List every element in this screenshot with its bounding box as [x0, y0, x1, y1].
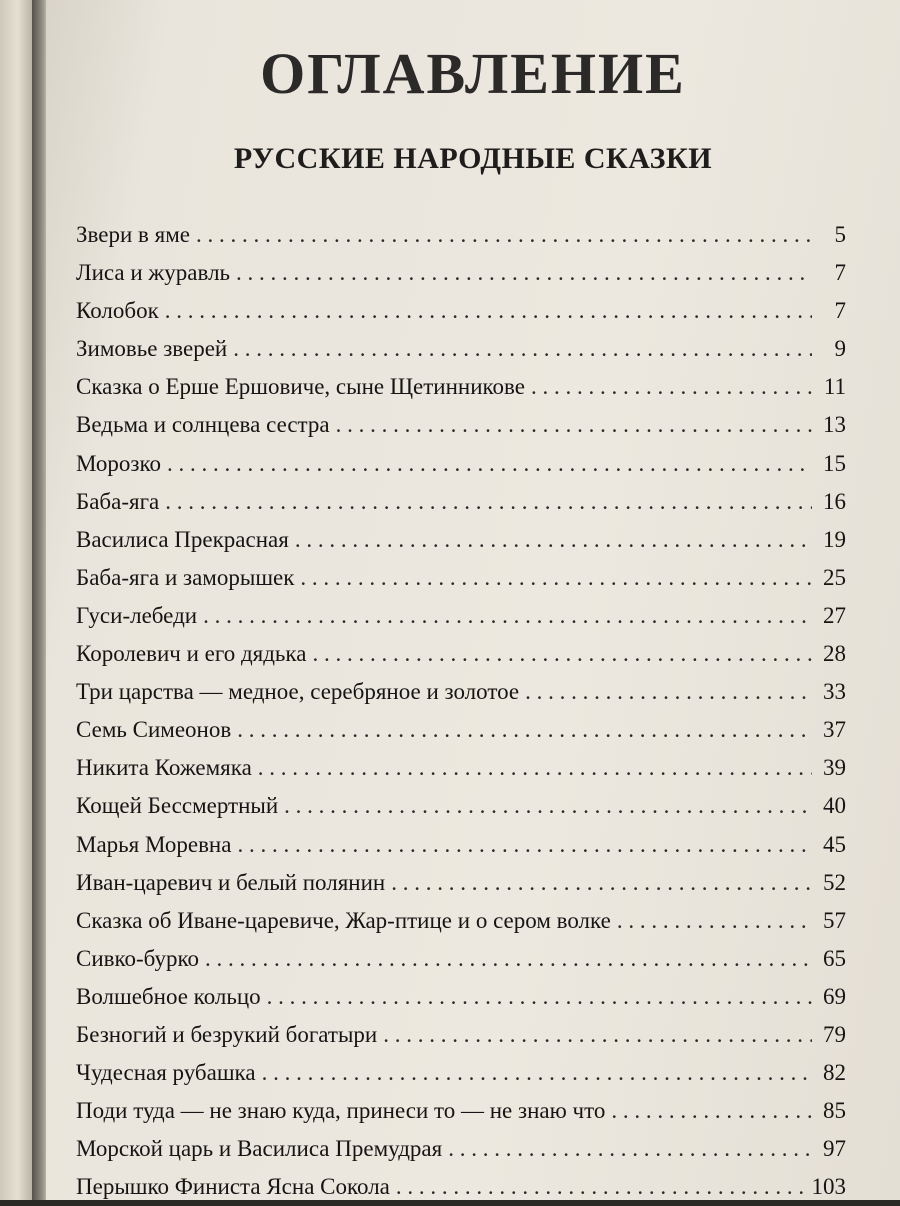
toc-entry-page-number: 7 — [834, 260, 846, 286]
toc-entry-title: Три царства — медное, серебряное и золотое — [76, 679, 520, 705]
dot-leader — [258, 749, 812, 787]
toc-entry-title: Кощей Бессмертный — [76, 793, 279, 819]
toc-entry-page-number: 7 — [834, 298, 846, 324]
dot-leader — [396, 1168, 806, 1206]
toc-entry-page-number: 13 — [823, 412, 846, 438]
toc-entry-page-number: 103 — [811, 1174, 846, 1200]
toc-entry — [76, 445, 846, 483]
toc-entry-page-number: 33 — [823, 679, 846, 705]
toc-entry — [76, 254, 846, 292]
dot-leader — [284, 787, 812, 825]
toc-entry-title: Сказка об Иване-царевиче, Жар-птице и о сером волке — [76, 907, 611, 933]
toc-entry-page-number: 19 — [823, 526, 846, 552]
toc-entry-page-number: 28 — [823, 641, 846, 667]
dot-leader — [383, 1016, 812, 1054]
toc-entry-page-number: 16 — [823, 488, 846, 514]
toc-entry — [76, 597, 846, 635]
dot-leader — [611, 1092, 812, 1130]
page-title: ОГЛАВЛЕНИЕ — [260, 41, 686, 106]
toc-entry — [76, 1130, 846, 1168]
toc-entry-title: Волшебное кольцо — [76, 983, 261, 1009]
toc-entry-title: Ведьма и солнцева сестра — [76, 412, 330, 438]
toc-entry-page-number: 27 — [823, 602, 846, 628]
toc-entry-page-number: 9 — [834, 336, 846, 362]
toc-entry-title: Королевич и его дядька — [76, 641, 307, 667]
toc-entry-title: Иван-царевич и белый полянин — [76, 869, 386, 895]
toc-entry — [76, 787, 846, 825]
toc-entry — [76, 864, 846, 902]
dot-leader — [236, 254, 812, 292]
dot-leader — [531, 368, 812, 406]
toc-entry-title: Зимовье зверей — [76, 336, 228, 362]
toc-entry-title: Семь Симеонов — [76, 717, 232, 743]
toc-entry-title: Сивко-бурко — [76, 945, 200, 971]
toc-entry-page-number: 25 — [823, 564, 846, 590]
dot-leader — [237, 826, 812, 864]
dot-leader — [205, 940, 812, 978]
toc-entry-title: Лиса и журавль — [76, 260, 231, 286]
toc-entry — [76, 483, 846, 521]
toc-entry — [76, 711, 846, 749]
toc-entry — [76, 292, 846, 330]
toc-entry — [76, 826, 846, 864]
toc-entry-title: Василиса Прекрасная — [76, 526, 289, 552]
dot-leader — [167, 445, 812, 483]
toc-entry-title: Звери в яме — [76, 222, 190, 247]
dot-leader — [448, 1130, 812, 1168]
toc-entry-title: Никита Кожемяка — [76, 755, 252, 781]
toc-entry-page-number: 65 — [823, 945, 846, 971]
toc-entry — [76, 749, 846, 787]
toc-entry-page-number: 82 — [823, 1060, 846, 1086]
dot-leader — [233, 330, 812, 368]
toc-entry-title: Чудесная рубашка — [76, 1060, 256, 1086]
toc-entry-page-number: 11 — [823, 374, 846, 400]
toc-entry-title: Сказка о Ерше Ершовиче, сыне Щетинникове — [76, 374, 525, 400]
toc-entry-title: Марья Моревна — [76, 831, 232, 857]
toc-entry-title: Колобок — [76, 298, 159, 324]
toc-entry-page-number: 5 — [834, 222, 846, 247]
dot-leader — [300, 559, 812, 597]
toc-entry — [76, 1054, 846, 1092]
toc-entry — [76, 368, 846, 406]
book-page — [46, 0, 900, 1200]
dot-leader — [336, 406, 812, 444]
adjacent-page-edge — [0, 0, 32, 1200]
toc-entry-page-number: 69 — [823, 983, 846, 1009]
toc-entry-page-number: 37 — [823, 717, 846, 743]
toc-entry — [76, 673, 846, 711]
toc-entry — [76, 406, 846, 444]
table-of-contents — [76, 216, 846, 1206]
toc-entry — [76, 521, 846, 559]
toc-entry — [76, 940, 846, 978]
dot-leader — [295, 521, 812, 559]
toc-entry — [76, 902, 846, 940]
toc-entry-page-number: 97 — [823, 1136, 846, 1162]
dot-leader — [391, 864, 812, 902]
toc-entry — [76, 1092, 846, 1130]
toc-entry — [76, 635, 846, 673]
dot-leader — [196, 216, 812, 254]
toc-entry-title: Перышко Финиста Ясна Сокола — [76, 1174, 390, 1200]
toc-entry-title: Безногий и безрукий богатыри — [76, 1021, 378, 1047]
dot-leader — [312, 635, 812, 673]
toc-entry — [76, 559, 846, 597]
toc-entry-title: Баба-яга и заморышек — [76, 564, 295, 590]
toc-entry — [76, 978, 846, 1016]
toc-entry-title: Баба-яга — [76, 488, 160, 514]
toc-entry-page-number: 79 — [823, 1021, 846, 1047]
toc-entry-title: Морозко — [76, 450, 161, 476]
section-title: РУССКИЕ НАРОДНЫЕ СКАЗКИ — [233, 142, 713, 175]
dot-leader — [165, 483, 812, 521]
toc-entry — [76, 1168, 846, 1206]
toc-entry — [76, 330, 846, 368]
toc-entry-page-number: 39 — [823, 755, 846, 781]
dot-leader — [203, 597, 812, 635]
toc-entry-title: Морской царь и Василиса Премудрая — [76, 1136, 443, 1162]
toc-entry — [76, 1016, 846, 1054]
dot-leader — [617, 902, 812, 940]
dot-leader — [237, 711, 812, 749]
dot-leader — [267, 978, 812, 1016]
toc-entry-page-number: 52 — [823, 869, 846, 895]
toc-entry-page-number: 45 — [823, 831, 846, 857]
toc-entry-page-number: 40 — [823, 793, 846, 819]
toc-entry-page-number: 57 — [823, 907, 846, 933]
toc-entry — [76, 216, 846, 254]
toc-entry-page-number: 85 — [823, 1098, 846, 1124]
toc-entry-page-number: 15 — [823, 450, 846, 476]
toc-entry-title: Поди туда — не знаю куда, принеси то — не знаю что — [76, 1098, 606, 1124]
toc-entry-title: Гуси-лебеди — [76, 602, 198, 628]
dot-leader — [165, 292, 812, 330]
dot-leader — [525, 673, 812, 711]
dot-leader — [262, 1054, 812, 1092]
